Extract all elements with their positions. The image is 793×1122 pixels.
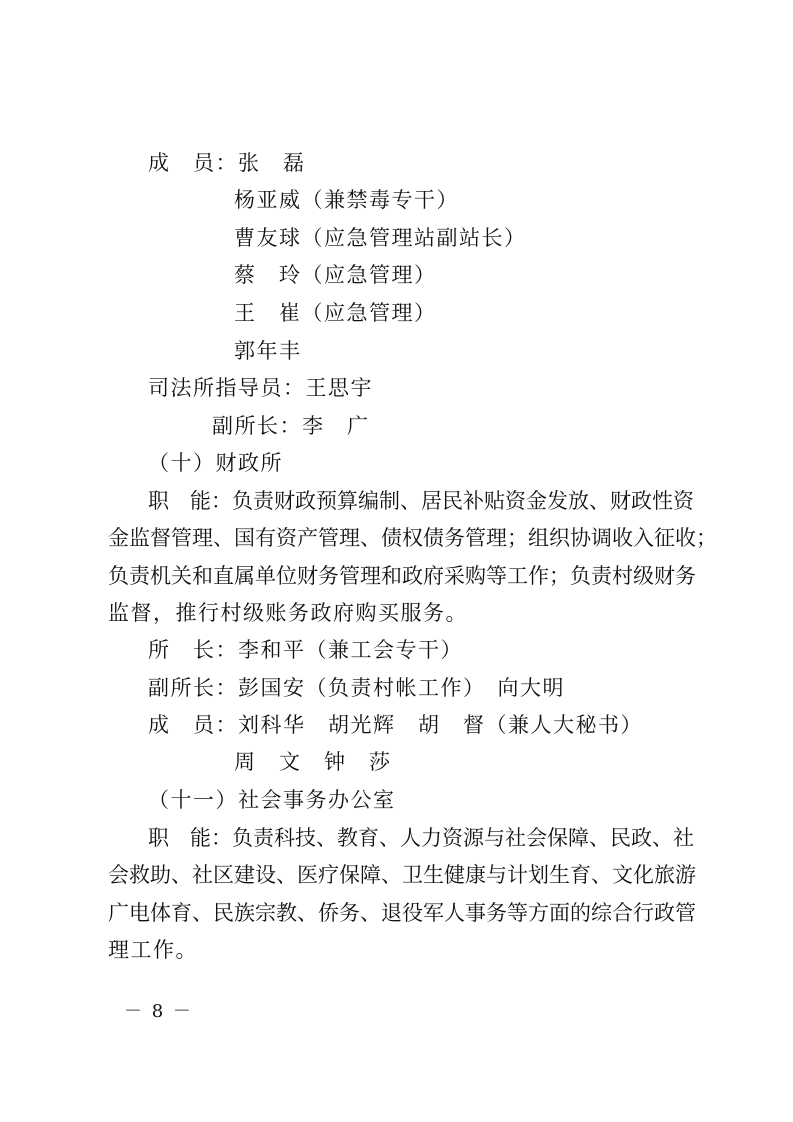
- finance-function-line-3: 负责机关和直属单位财务管理和政府采购等工作；负责村级财务: [108, 564, 696, 588]
- social-function-line-4: 理工作。: [108, 938, 198, 962]
- finance-function-line-1: 职 能：负责财政预算编制、居民补贴资金发放、财政性资: [148, 489, 694, 513]
- finance-function-line-4: 监督，推行村级账务政府购买服务。: [108, 601, 468, 625]
- social-function-line-1: 职 能：负责科技、教育、人力资源与社会保障、民政、社: [148, 826, 694, 850]
- member-line-1: 成 员：张 磊: [148, 151, 306, 175]
- finance-director-line: 所 长：李和平（兼工会专干）: [148, 638, 463, 662]
- judicial-director-line: 司法所指导员：王思宇: [148, 376, 373, 400]
- social-function-line-3: 广电体育、民族宗教、侨务、退役军人事务等方面的综合行政管: [108, 901, 696, 925]
- page-number: － 8 －: [124, 1001, 193, 1022]
- member-line-5: 王 崔（应急管理）: [234, 301, 437, 325]
- finance-function-line-2: 金监督管理、国有资产管理、债权债务管理；组织协调收入征收；: [108, 526, 717, 550]
- deputy-director-line: 副所长：李 广: [212, 414, 370, 438]
- member-line-3: 曹友球（应急管理站副站长）: [234, 226, 527, 250]
- member-line-6: 郭年丰: [234, 339, 302, 363]
- section-heading-social-affairs: （十一）社会事务办公室: [148, 788, 396, 812]
- finance-members-line-2: 周 文 钟 莎: [234, 750, 392, 774]
- member-line-4: 蔡 玲（应急管理）: [234, 263, 437, 287]
- social-function-line-2: 会救助、社区建设、医疗保障、卫生健康与计划生育、文化旅游: [108, 863, 696, 887]
- finance-members-line-1: 成 员：刘科华 胡光辉 胡 督（兼人大秘书）: [148, 713, 643, 737]
- member-line-2: 杨亚威（兼禁毒专干）: [234, 188, 459, 212]
- section-heading-finance: （十）财政所: [148, 451, 283, 475]
- finance-deputy-line: 副所长：彭国安（负责村帐工作） 向大明: [148, 676, 565, 700]
